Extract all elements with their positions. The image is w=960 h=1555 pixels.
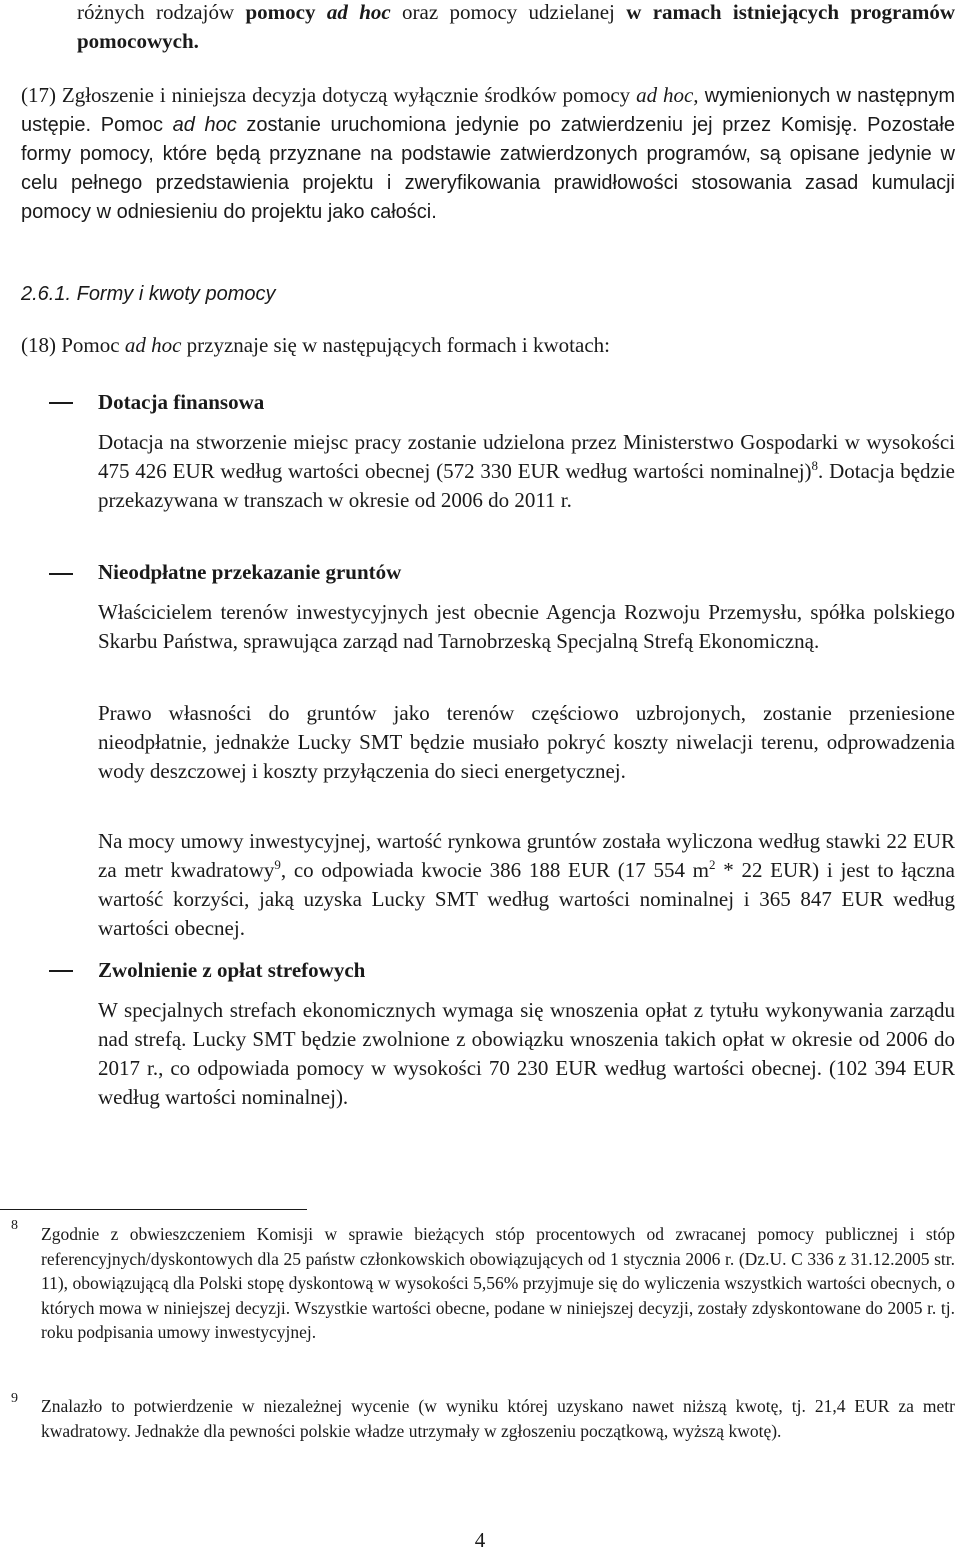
paragraph-16-tail: różnych rodzajów pomocy ad hoc oraz pomocy udzielanej w ramach istniejących programów pomocowych. xyxy=(77,0,955,53)
item-paragraph: W specjalnych strefach ekonomicznych wymaga się wnoszenia opłat z tytułu wykonywania zarządu nad strefą. Lucky SMT będzie zwolnione z obowiązku wnoszenia takich opłat w okresie od 2006 do 2017 r., co odpowiada pomocy w wysokości 70 230 EUR według wartości obecnej. (102 394 EUR według wartości nominalnej). xyxy=(98,998,955,1109)
page-number: 4 xyxy=(474,1528,486,1552)
footnote-separator xyxy=(0,1209,307,1210)
list-dash xyxy=(49,573,73,575)
paragraph-17: (17) Zgłoszenie i niniejsza decyzja dotyczą wyłącznie środków pomocy ad hoc, wymienionych w następnym ustępie. Pomoc ad hoc zostanie uruchomiona jedynie po zatwierdzeniu jej przez Komisję. Pozostałe formy pomocy, które będą przyznane na podstawie zatwierdzonych programów, są opisane jedynie w celu pełnego przedstawienia projektu i zweryfikowania prawidłowości stosowania zasad kumulacji pomocy w odniesieniu do projektu jako całości. xyxy=(21,83,956,223)
item-heading-grunty: Nieodpłatne przekazanie gruntów xyxy=(98,560,402,584)
item-heading-oplaty: Zwolnienie z opłat strefowych xyxy=(98,958,366,982)
footnote-9: Znalazło to potwierdzenie w niezależnej wycenie (w wyniku której uzyskano nawet niższą kwotę, tj. 21,4 EUR za metr kwadratowy. Jednakże dla pewności polskie władze utrzymały w zgłoszeniu początkową, wyższą kwotę). xyxy=(41,1396,955,1441)
item-heading-dotacja: Dotacja finansowa xyxy=(98,390,265,414)
footnote-number: 9 xyxy=(11,1391,18,1406)
section-heading: 2.6.1. Formy i kwoty pomocy xyxy=(21,283,276,305)
item-paragraph: Prawo własności do gruntów jako terenów częściowo uzbrojonych, zostanie przeniesione nieodpłatnie, jednakże Lucky SMT będzie musiało pokryć koszty niwelacji terenu, odprowadzenia wody deszczowej i koszty przyłączenia do sieci energetycznej. xyxy=(98,701,955,783)
list-dash xyxy=(49,402,73,404)
item-paragraph: Dotacja na stworzenie miejsc pracy zostanie udzielona przez Ministerstwo Gospodarki w wysokości 475 426 EUR według wartości obecnej (572 330 EUR według wartości nominalnej)$^8$. Dotacja będzie przekazywana w transzach w okresie od 2006 do 2011 r. xyxy=(98,430,956,512)
footnote-number: 8 xyxy=(11,1218,18,1233)
list-dash xyxy=(49,970,73,972)
footnote-8: Zgodnie z obwieszczeniem Komisji w sprawie bieżących stóp procentowych od zwracanej pomocy publicznej i stóp referencyjnych/dyskontowych dla 25 państw członkowskich obowiązujących od 1 stycznia 2006 r. (Dz.U. C 336 z 31.12.2005 str. 11), obowiązującą dla Polski stopę dyskontową w wysokości 5,56% przyjmuje się do wyliczenia wszystkich wartości obecnych, o których mowa w niniejszej decyzji. Wszystkie wartości obecne, podane w niniejszej decyzji, zostały zdyskontowane do 2005 r. tj. roku podpisania umowy inwestycyjnej. xyxy=(41,1224,955,1342)
paragraph-18: (18) Pomoc ad hoc przyznaje się w następujących formach i kwotach: xyxy=(21,333,610,357)
item-paragraph: Właścicielem terenów inwestycyjnych jest obecnie Agencja Rozwoju Przemysłu, spółka polskiego Skarbu Państwa, sprawująca zarząd nad Tarnobrzeską Specjalną Strefą Ekonomiczną. xyxy=(98,600,955,653)
item-paragraph: Na mocy umowy inwestycyjnej, wartość rynkowa gruntów została wyliczona według stawki 22 EUR za metr kwadratowy$^9$, co odpowiada kwocie 386 188 EUR (17 554 $m^2 * 22$ EUR) i jest to łączna wartość korzyści, jaką uzyska Lucky SMT według wartości nominalnej i 365 847 EUR według wartości obecnej. xyxy=(98,829,955,940)
